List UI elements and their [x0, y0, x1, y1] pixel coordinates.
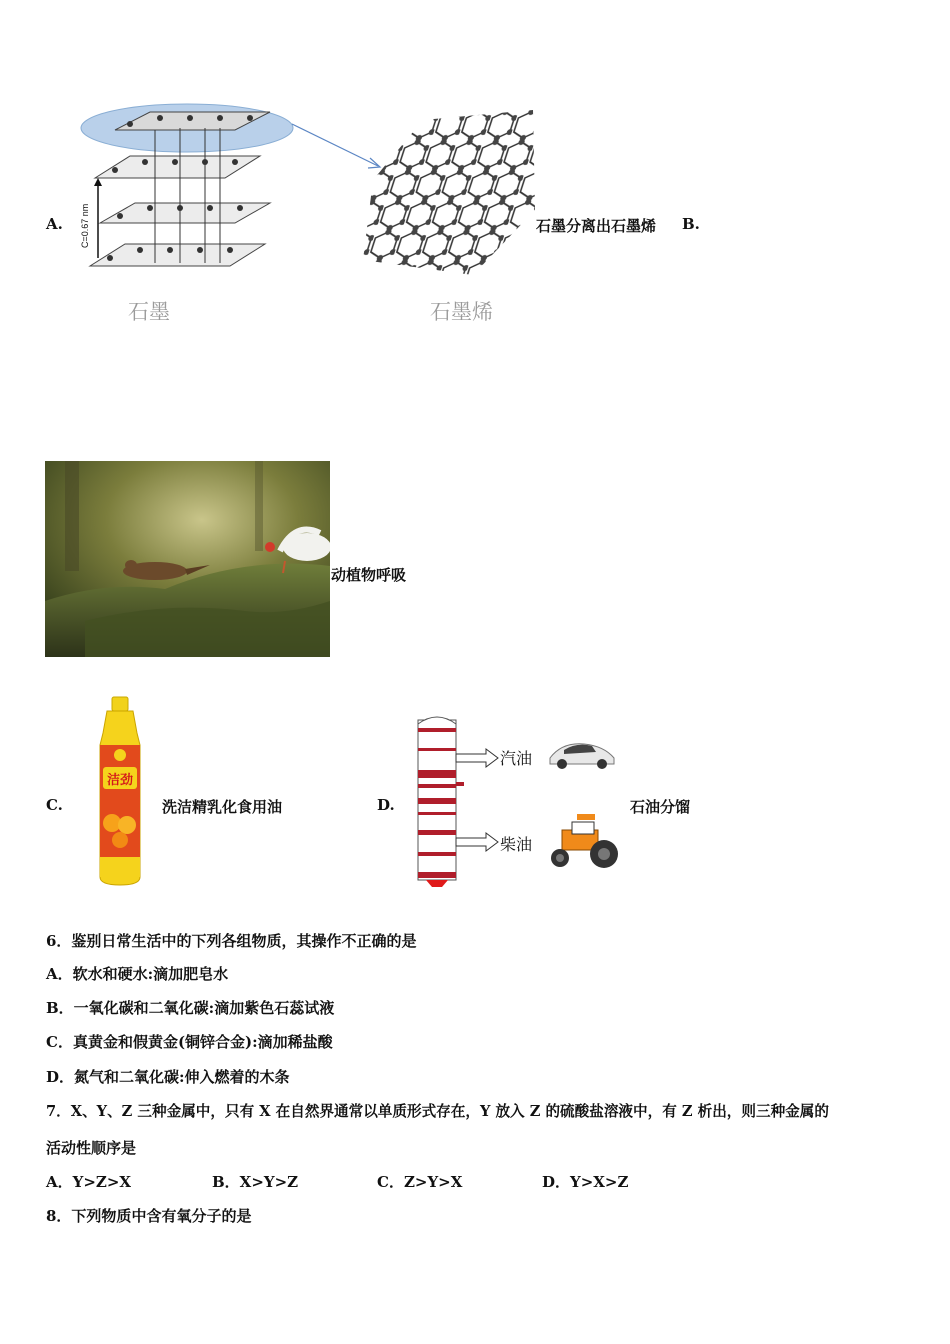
q6-option-c: C．真黄金和假黄金(铜锌合金):滴加稀盐酸	[46, 1033, 333, 1051]
c-dimension-label: C=0.67 nm	[80, 203, 90, 248]
gasoline-label: 汽油	[500, 749, 533, 768]
option-d-letter: D.	[377, 796, 395, 814]
tractor-icon	[551, 814, 618, 868]
q7-stem-line1: 7．X、Y、Z 三种金属中，只有 X 在自然界通常以单质形式存在，Y 放入 Z 的硫酸盐溶液中，有 Z 析出，则三种金属的	[46, 1103, 829, 1120]
option-a-caption: 石墨分离出石墨烯	[536, 217, 657, 235]
option-a-letter: A.	[46, 215, 63, 233]
option-b-letter: B.	[682, 215, 700, 233]
q7-option-d: D．Y>X>Z	[542, 1173, 629, 1191]
q6-stem: 6．鉴别日常生活中的下列各组物质，其操作不正确的是	[46, 932, 417, 950]
option-b-caption: 动植物呼吸	[331, 566, 407, 584]
q7-stem-line2: 活动性顺序是	[46, 1139, 137, 1157]
q6-option-a: A．软水和硬水:滴加肥皂水	[46, 965, 229, 983]
graphene-figure	[363, 110, 535, 280]
q8-stem: 8．下列物质中含有氧分子的是	[46, 1207, 252, 1225]
bottle-brand: 洁劲	[106, 773, 134, 788]
detergent-bottle	[95, 695, 145, 887]
q6-option-b: B．一氧化碳和二氧化碳:滴加紫色石蕊试液	[46, 999, 335, 1017]
graphite-label: 石墨	[128, 300, 170, 324]
option-c-caption: 洗洁精乳化食用油	[162, 798, 283, 816]
q6-option-d: D．氮气和二氧化碳:伸入燃着的木条	[46, 1068, 290, 1086]
graphene-label: 石墨烯	[430, 300, 493, 324]
diesel-label: 柴油	[500, 835, 533, 854]
option-c-letter: C.	[46, 796, 63, 814]
q7-option-b: B．X>Y>Z	[212, 1173, 299, 1191]
q7-option-a: A．Y>Z>X	[46, 1173, 132, 1191]
graphite-figure	[70, 98, 300, 278]
animal-breathing-photo	[45, 461, 330, 657]
q7-option-c: C．Z>Y>X	[377, 1173, 463, 1191]
option-d-caption: 石油分馏	[630, 798, 691, 816]
car-icon	[550, 744, 614, 769]
fractionating-column	[412, 712, 622, 887]
